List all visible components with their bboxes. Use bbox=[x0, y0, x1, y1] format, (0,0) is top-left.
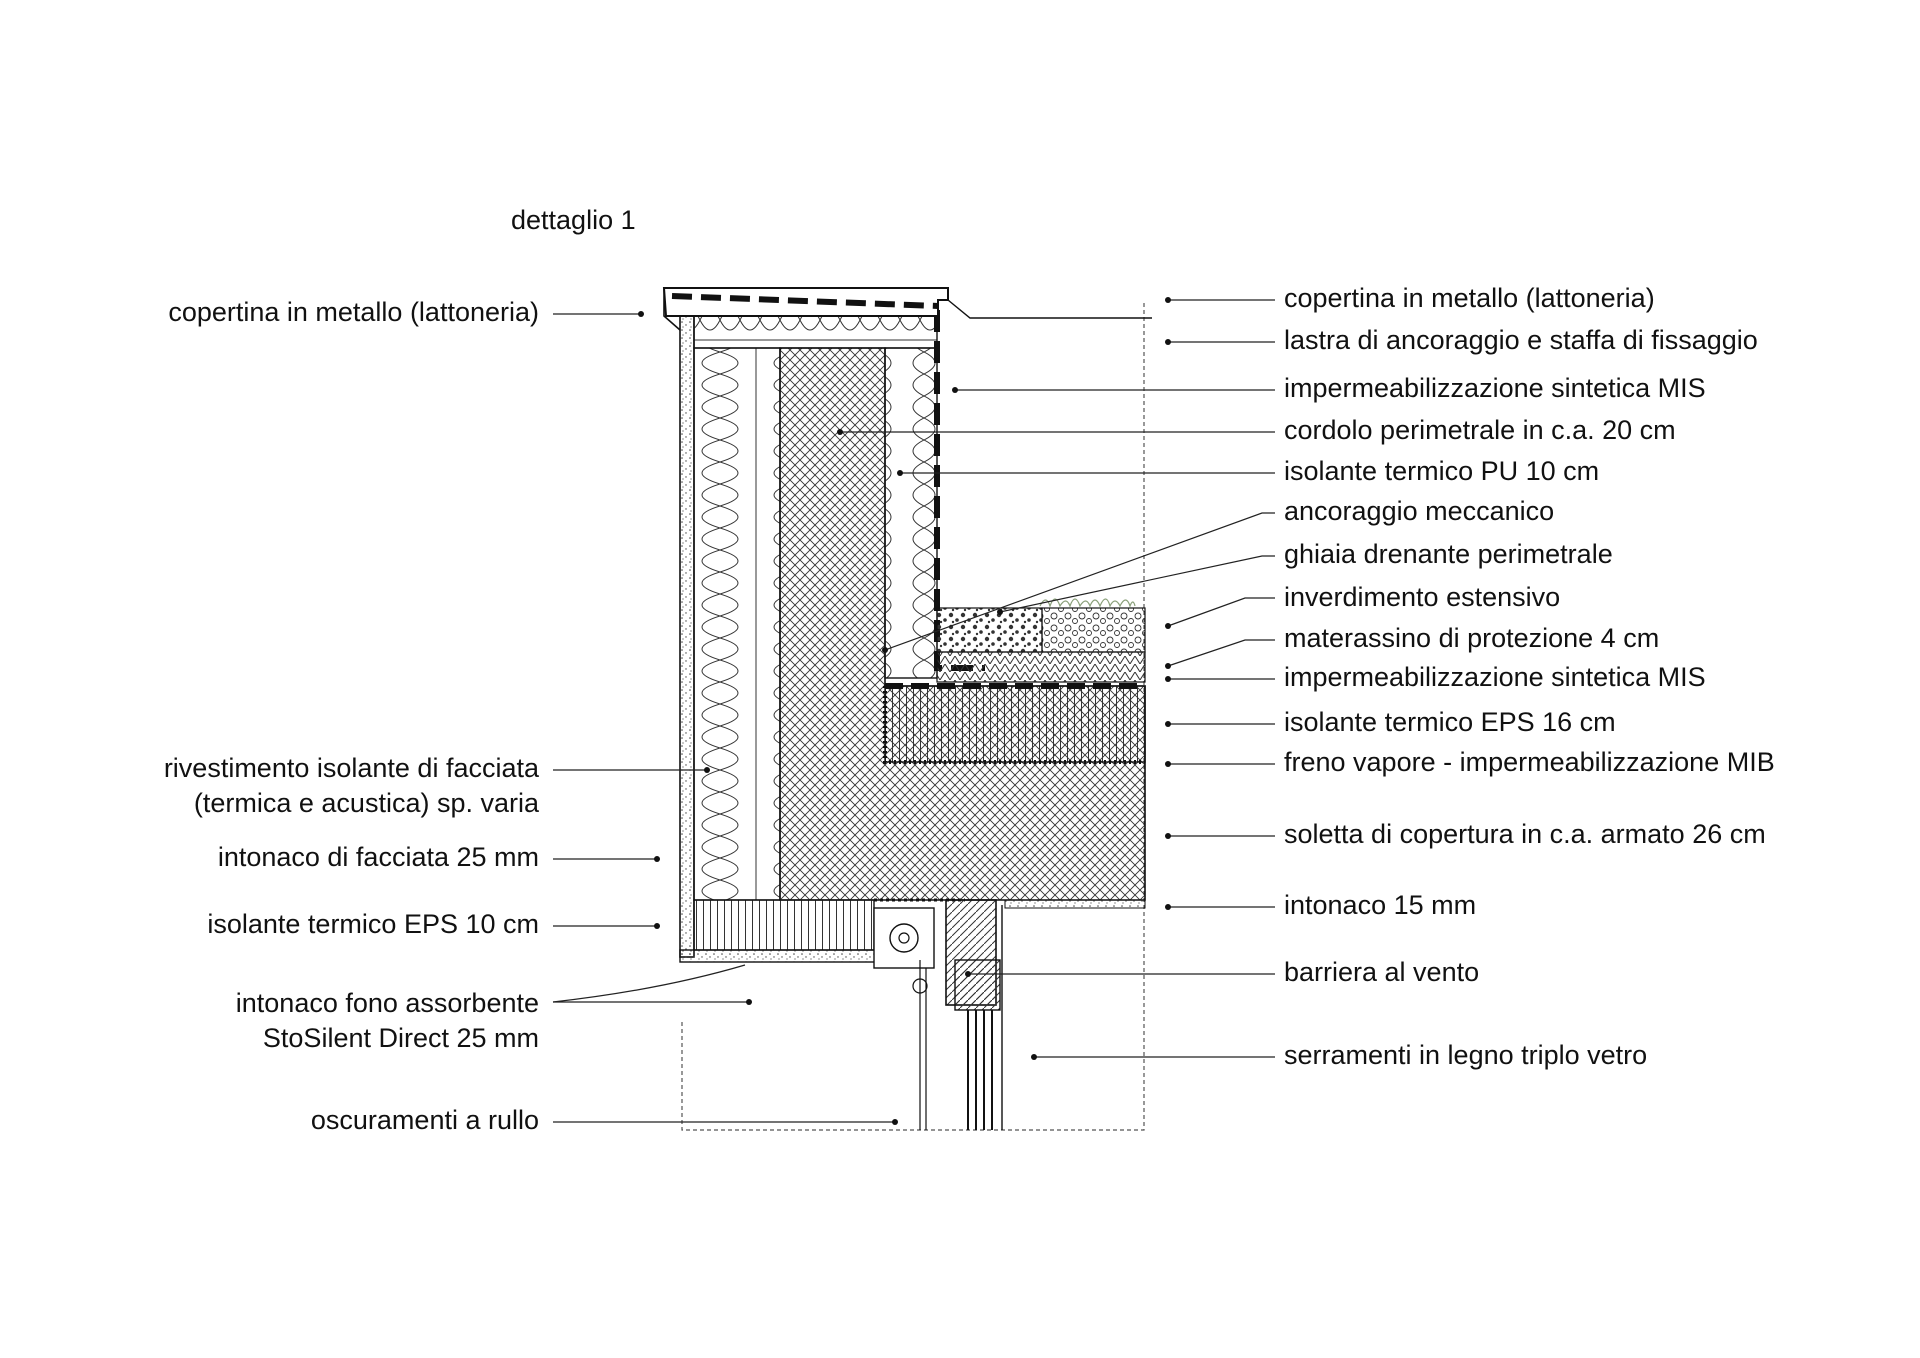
label-right-4 bbox=[897, 456, 1599, 486]
svg-text:cordolo perimetrale in c.a. 20: cordolo perimetrale in c.a. 20 cm bbox=[1284, 415, 1676, 445]
drawing-title: dettaglio 1 bbox=[511, 205, 636, 235]
svg-text:freno vapore - impermeabilizza: freno vapore - impermeabilizzazione MIB bbox=[1284, 747, 1775, 777]
svg-text:ancoraggio meccanico: ancoraggio meccanico bbox=[1284, 496, 1555, 526]
roller-shutter bbox=[874, 908, 934, 1130]
svg-text:isolante termico EPS 10 cm: isolante termico EPS 10 cm bbox=[207, 909, 539, 939]
label-right-9 bbox=[1165, 662, 1706, 692]
label-right-0 bbox=[1165, 283, 1655, 313]
svg-text:StoSilent Direct 25 mm: StoSilent Direct 25 mm bbox=[262, 1023, 539, 1053]
svg-text:barriera al vento: barriera al vento bbox=[1284, 957, 1480, 987]
svg-text:copertina in metallo (lattoner: copertina in metallo (lattoneria) bbox=[168, 297, 539, 327]
extensive-green-substrate bbox=[1042, 608, 1145, 652]
label-right-1 bbox=[1165, 325, 1758, 355]
svg-text:lastra di ancoraggio e staffa: lastra di ancoraggio e staffa di fissaggio bbox=[1284, 325, 1758, 355]
svg-text:intonaco fono assorbente: intonaco fono assorbente bbox=[235, 988, 539, 1018]
label-left-facade-plaster bbox=[218, 842, 660, 872]
svg-text:ghiaia drenante perimetrale: ghiaia drenante perimetrale bbox=[1284, 539, 1613, 569]
label-left-roller-shutter bbox=[311, 1105, 898, 1135]
svg-text:copertina in metallo (lattoner: copertina in metallo (lattoneria) bbox=[1284, 283, 1655, 313]
window-frame bbox=[946, 900, 1002, 1130]
svg-text:(termica e acustica) sp. varia: (termica e acustica) sp. varia bbox=[193, 788, 539, 818]
svg-text:oscuramenti a rullo: oscuramenti a rullo bbox=[310, 1105, 539, 1135]
svg-text:inverdimento estensivo: inverdimento estensivo bbox=[1284, 582, 1561, 612]
label-left-facade-cladding bbox=[164, 753, 710, 818]
facade-plaster bbox=[680, 312, 694, 957]
ceiling-plaster bbox=[1005, 900, 1145, 908]
label-left-eps bbox=[207, 909, 660, 939]
label-right-15 bbox=[1031, 1040, 1647, 1070]
soffit-eps-insulation bbox=[694, 900, 874, 950]
svg-text:isolante termico EPS 16 cm: isolante termico EPS 16 cm bbox=[1284, 707, 1616, 737]
facade-insulation bbox=[694, 348, 780, 900]
label-left-coping bbox=[168, 297, 644, 327]
svg-text:impermeabilizzazione sintetica: impermeabilizzazione sintetica MIS bbox=[1284, 662, 1706, 692]
drainage-gravel bbox=[937, 608, 1042, 652]
label-right-11 bbox=[1165, 747, 1775, 777]
roof-eps-insulation bbox=[885, 686, 1145, 762]
label-right-7 bbox=[1165, 582, 1560, 629]
label-right-12 bbox=[1165, 819, 1766, 849]
acoustic-plaster bbox=[680, 950, 880, 962]
label-left-acoustic-plaster bbox=[236, 965, 752, 1053]
svg-text:soletta di copertura in c.a. a: soletta di copertura in c.a. armato 26 cm bbox=[1284, 819, 1766, 849]
pu-insulation bbox=[885, 348, 937, 678]
label-right-2 bbox=[952, 373, 1706, 403]
label-right-3 bbox=[837, 415, 1676, 445]
svg-text:materassino di protezione 4 cm: materassino di protezione 4 cm bbox=[1284, 623, 1660, 653]
svg-text:serramenti in legno triplo vet: serramenti in legno triplo vetro bbox=[1284, 1040, 1648, 1070]
svg-text:intonaco di facciata 25 mm: intonaco di facciata 25 mm bbox=[217, 842, 539, 872]
label-right-13 bbox=[1165, 890, 1476, 920]
label-right-10 bbox=[1165, 707, 1616, 737]
svg-text:isolante termico PU 10 cm: isolante termico PU 10 cm bbox=[1284, 456, 1600, 486]
protection-mat bbox=[937, 652, 1145, 682]
anchoring-plate bbox=[948, 300, 1152, 318]
svg-text:impermeabilizzazione sintetica: impermeabilizzazione sintetica MIS bbox=[1284, 373, 1706, 403]
svg-text:intonaco 15 mm: intonaco 15 mm bbox=[1284, 890, 1477, 920]
section-drawing bbox=[664, 288, 1152, 1130]
label-right-14 bbox=[965, 957, 1479, 987]
svg-text:rivestimento isolante di facci: rivestimento isolante di facciata bbox=[163, 753, 539, 783]
